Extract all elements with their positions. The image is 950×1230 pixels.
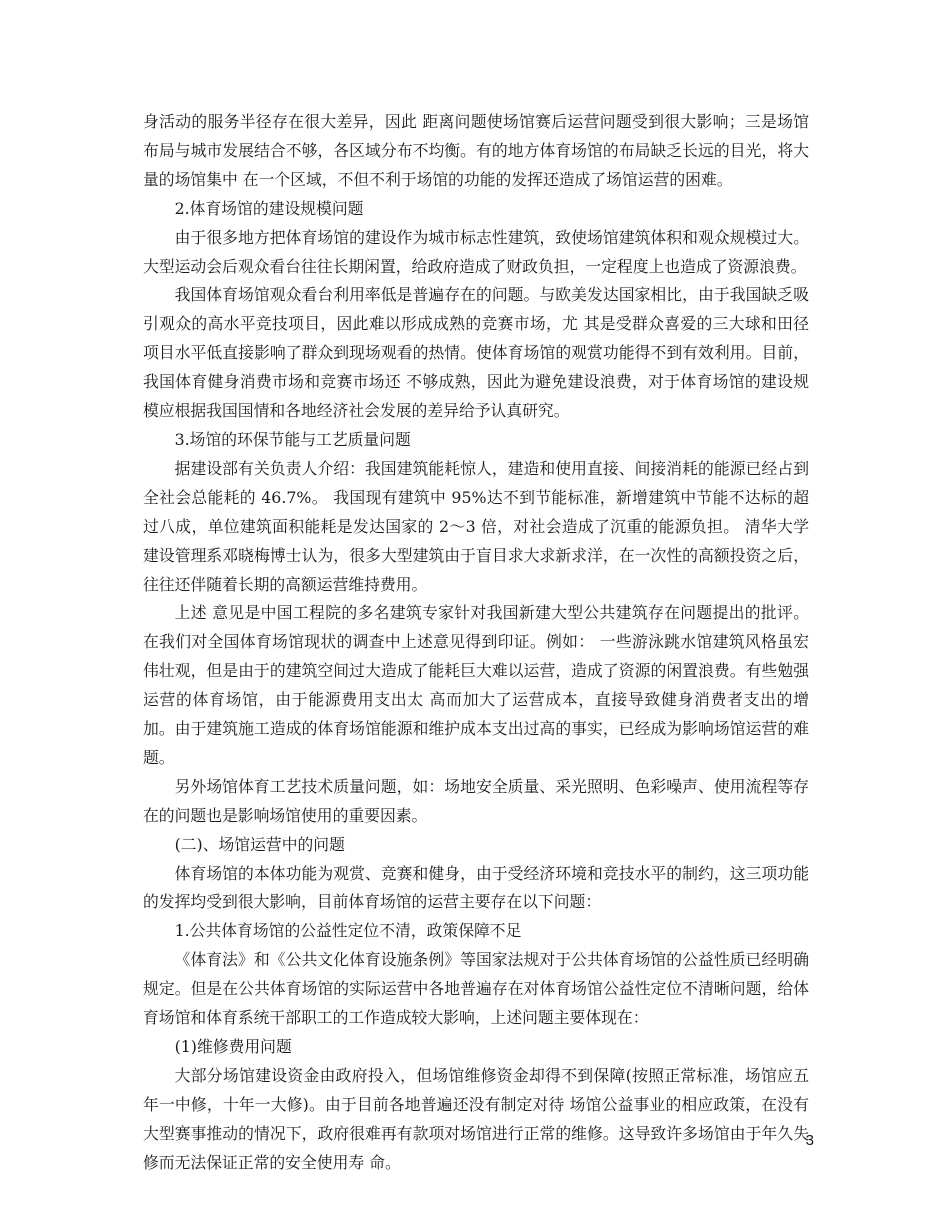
paragraph: 由于很多地方把体育场馆的建设作为城市标志性建筑，致使场馆建筑体积和观众规模过大。大型运动会后观众看台往往长期闲置，给政府造成了财政负担，一定程度上也造成了资源浪费。 (143, 227, 809, 276)
section-heading-energy-quality: 3.场馆的环保节能与工艺质量问题 (174, 429, 411, 449)
section-heading-public-welfare: 1.公共体育场馆的公益性定位不清，政策保障不足 (174, 921, 522, 941)
paragraph: 另外场馆体育工艺技术质量问题，如：场地安全质量、采光照明、色彩噪声、使用流程等存在的问题也是影响场馆使用的重要因素。 (143, 776, 809, 825)
section-heading-construction-scale: 2.体育场馆的建设规模问题 (174, 198, 364, 218)
paragraph: 上述 意见是中国工程院的多名建筑专家针对我国新建大型公共建筑存在问题提出的批评。在我们对全国体育场馆现状的调查中上述意见得到印证。例如： 一些游泳跳水馆建筑风格虽宏伟壮观，但是由于的建筑空间过大造成了能耗巨大难以运营，造成了资源的闲置浪费。有些勉强运营的体育场馆，由于能源费用支出太 高而加大了运营成本，直接导致健身消费者支出的增加。由于建筑施工造成的体育场馆能源和维护成本支出过高的事实，已经成为影响场馆运营的难题。 (143, 603, 809, 767)
paragraph: 据建设部有关负责人介绍：我国建筑能耗惊人，建造和使用直接、间接消耗的能源已经占到全社会总能耗的 46.7%。 我国现有建筑中 95%达不到节能标准，新增建筑中节能不达标的超过八成，单位建筑面积能耗是发达国家的 2～3 倍，对社会造成了沉重的能源负担。 清华大学建设管理系邓晓梅博士认为，很多大型建筑由于盲目求大求新求洋，在一次性的高额投资之后，往往还伴随着长期的高额运营维持费用。 (143, 458, 809, 594)
document-body (143, 108, 809, 1178)
paragraph: 体育场馆的本体功能为观赏、竞赛和健身，由于受经济环境和竞技水平的制约，这三项功能的发挥均受到很大影响，目前体育场馆的运营主要存在以下问题： (143, 863, 809, 912)
page-number: 3 (805, 1132, 814, 1149)
section-heading-operation-issues: (二)、场馆运营中的问题 (174, 834, 345, 854)
paragraph-continued: 身活动的服务半径存在很大差异，因此 距离问题使场馆赛后运营问题受到很大影响；三是场馆布局与城市发展结合不够，各区域分布不均衡。有的地方体育场馆的布局缺乏长远的目光，将大量的场馆集中 在一个区域，不但不利于场馆的功能的发挥还造成了场馆运营的困难。 (143, 112, 809, 189)
paragraph: 大部分场馆建设资金由政府投入，但场馆维修资金却得不到保障(按照正常标准，场馆应五年一中修，十年一大修)。由于目前各地普遍还没有制定对待 场馆公益事业的相应政策，在没有大型赛事推动的情况下，政府很难再有款项对场馆进行正常的维修。这导致许多场馆由于年久失修而无法保证正常的安全使用寿 命。 (143, 1065, 809, 1172)
paragraph: 《体育法》和《公共文化体育设施条例》等国家法规对于公共体育场馆的公益性质已经明确规定。但是在公共体育场馆的实际运营中各地普遍存在对体育场馆公益性定位不清晰问题，给体育场馆和体育系统干部职工的工作造成较大影响，上述问题主要体现在： (143, 950, 809, 1028)
section-heading-maintenance-cost: (1)维修费用问题 (174, 1037, 292, 1056)
paragraph: 我国体育场馆观众看台利用率低是普遍存在的问题。与欧美发达国家相比，由于我国缺乏吸引观众的高水平竞技项目，因此难以形成成熟的竞赛市场，尤 其是受群众喜爱的三大球和田径项目水平低直接影响了群众到现场观看的热情。使体育场馆的观赏功能得不到有效利用。目前，我国体育健身消费市场和竞赛市场还 不够成熟，因此为避免建设浪费，对于体育场馆的建设规模应根据我国国情和各地经济社会发展的差异给予认真研究。 (143, 285, 809, 421)
